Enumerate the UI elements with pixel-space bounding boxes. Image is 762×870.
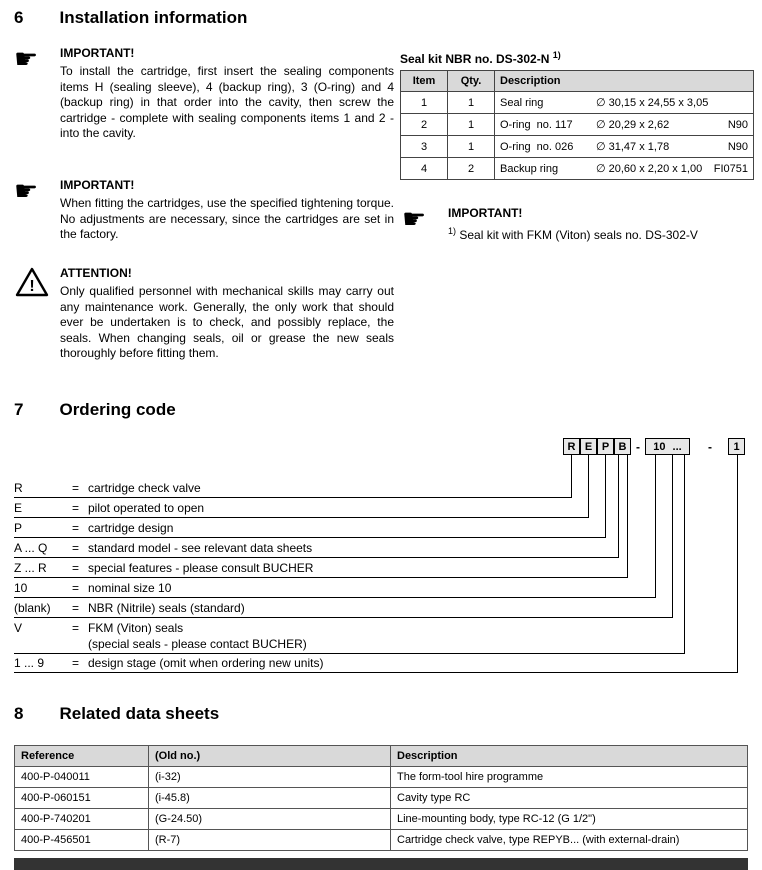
qty-cell: 1	[448, 114, 495, 136]
legend-code: 1 ... 9	[14, 656, 45, 670]
note-heading: ATTENTION!	[60, 266, 132, 280]
legend-desc: pilot operated to open	[88, 501, 205, 515]
note-heading: IMPORTANT!	[448, 206, 523, 220]
part-name: Backup ring	[500, 163, 559, 175]
footnote-marker: 1)	[448, 226, 457, 236]
seal-kit-title	[400, 50, 561, 66]
legend-desc: design stage (omit when ordering new units)	[88, 656, 324, 670]
pointing-hand-icon: ☛	[402, 204, 427, 234]
important-note-3	[402, 206, 748, 242]
legend-code: E	[14, 501, 23, 515]
qty-cell: 1	[448, 92, 495, 114]
col-item: Item	[401, 71, 448, 92]
description-cell: Cartridge check valve, type REPYB... (with external-drain)	[391, 830, 748, 851]
part-code: FI0751	[713, 163, 748, 175]
table-row	[15, 809, 748, 830]
seal-kit-header-row	[401, 71, 754, 92]
code-box-size	[645, 438, 690, 455]
part-dims: ∅ 30,15 x 24,55 x 3,05	[596, 97, 709, 109]
part-name: O-ring no. 117	[500, 119, 573, 131]
code-box-e: E	[580, 438, 597, 455]
note-body: When fitting the cartridges, use the specified tightening torque. No adjustments are necessary, since the cartridges are set in the factory.	[60, 196, 394, 241]
equals-sign: =	[72, 656, 80, 670]
description-cell	[495, 158, 754, 180]
description-cell: The form-tool hire programme	[391, 767, 748, 788]
legend-code: P	[14, 521, 23, 535]
description-cell: Line-mounting body, type RC-12 (G 1/2")	[391, 809, 748, 830]
legend-desc: standard model - see relevant data sheets	[88, 541, 313, 555]
legend-desc: FKM (Viton) seals	[88, 621, 184, 635]
old-no-cell: (i-45.8)	[149, 788, 391, 809]
col-description: Description	[495, 71, 754, 92]
description-cell: Cavity type RC	[391, 788, 748, 809]
legend-row-special	[14, 561, 627, 578]
part-code: N90	[727, 141, 748, 153]
section8-number: 8	[14, 704, 24, 723]
reference-cell: 400-P-456501	[15, 830, 149, 851]
legend-row-r	[14, 481, 571, 498]
equals-sign: =	[72, 521, 80, 535]
section8-heading	[14, 704, 219, 724]
footer-bar	[14, 858, 748, 870]
note-text	[448, 206, 698, 242]
legend-code: 10	[14, 581, 28, 595]
note-body: To install the cartridge, first insert the sealing components items H (sealing sleeve), 4 (backup ring), 3 (O-ring) and 4 (backup ring) in that order into the cavity, then screw the cartridge - complete with sealing components items 1 and 2 - into the cavity.	[60, 64, 394, 140]
note-text	[60, 46, 394, 142]
reference-cell: 400-P-740201	[15, 809, 149, 830]
note-heading: IMPORTANT!	[60, 46, 135, 60]
section6-heading	[14, 8, 247, 28]
code-dash-2: -	[708, 439, 712, 454]
legend-row-p	[14, 521, 605, 538]
equals-sign: =	[72, 561, 80, 575]
old-no-cell: (i-32)	[149, 767, 391, 788]
old-no-cell: (G-24.50)	[149, 809, 391, 830]
legend-desc: nominal size 10	[88, 581, 172, 595]
section7-number: 7	[14, 400, 24, 419]
item-cell: 2	[401, 114, 448, 136]
note-heading: IMPORTANT!	[60, 178, 135, 192]
note-text	[60, 266, 394, 362]
qty-cell: 2	[448, 158, 495, 180]
footnote-line	[448, 226, 698, 242]
qty-cell: 1	[448, 136, 495, 158]
part-dims: ∅ 31,47 x 1,78	[596, 141, 670, 153]
table-row	[15, 830, 748, 851]
seal-dots: ...	[672, 440, 682, 453]
item-cell: 3	[401, 136, 448, 158]
note-text	[60, 178, 394, 243]
table-row	[401, 114, 754, 136]
code-dash-1: -	[636, 439, 640, 454]
col-qty: Qty.	[448, 71, 495, 92]
section7-heading	[14, 400, 176, 420]
legend-code: A ... Q	[14, 541, 48, 555]
section7-title: Ordering code	[59, 400, 176, 419]
seal-kit-title-text: Seal kit NBR no. DS-302-N	[400, 52, 550, 66]
equals-sign: =	[72, 501, 80, 515]
legend-code: (blank)	[14, 601, 51, 615]
section8-title: Related data sheets	[59, 704, 220, 723]
equals-sign: =	[72, 621, 80, 635]
item-cell: 4	[401, 158, 448, 180]
table-row	[401, 92, 754, 114]
part-dims: ∅ 20,29 x 2,62	[596, 119, 670, 131]
legend-desc: special features - please consult BUCHER	[88, 561, 314, 575]
item-cell: 1	[401, 92, 448, 114]
legend-row-design-stage	[14, 656, 737, 673]
important-note-2	[14, 178, 394, 243]
equals-sign: =	[72, 481, 80, 495]
equals-sign: =	[72, 581, 80, 595]
legend-row-nbr-seals	[14, 601, 673, 618]
legend-row-model	[14, 541, 618, 558]
legend-code: V	[14, 621, 23, 635]
equals-sign: =	[72, 601, 80, 615]
warning-triangle-icon	[14, 266, 60, 362]
size-label: 10	[653, 440, 666, 453]
table-row	[15, 767, 748, 788]
part-name: Seal ring	[500, 97, 544, 109]
footnote-text: Seal kit with FKM (Viton) seals no. DS-302-V	[459, 228, 698, 242]
legend-row-e	[14, 501, 588, 518]
important-note-1	[14, 46, 394, 142]
footnote-marker: 1)	[552, 50, 561, 60]
reference-cell: 400-P-040011	[15, 767, 149, 788]
legend-row-fkm-seals	[14, 621, 684, 654]
code-box-p: P	[597, 438, 614, 455]
table-row	[401, 158, 754, 180]
pointing-hand-icon: ☛	[14, 44, 39, 74]
section6-title: Installation information	[59, 8, 248, 27]
legend-desc-line2: (special seals - please contact BUCHER)	[88, 637, 307, 651]
reference-cell: 400-P-060151	[15, 788, 149, 809]
part-name: O-ring no. 026	[500, 141, 574, 153]
part-code: N90	[727, 119, 748, 131]
col-description: Description	[391, 746, 748, 767]
pointing-hand-icon: ☛	[14, 176, 39, 206]
legend-desc: NBR (Nitrile) seals (standard)	[88, 601, 245, 615]
legend-code: Z ... R	[14, 561, 47, 575]
description-cell	[495, 136, 754, 158]
svg-text:!: !	[29, 278, 35, 295]
legend-code: R	[14, 481, 23, 495]
related-header-row	[15, 746, 748, 767]
table-row	[15, 788, 748, 809]
table-row	[401, 136, 754, 158]
seal-kit-table	[400, 70, 754, 180]
note-body: Only qualified personnel with mechanical skills may carry out any maintenance work. Generally, the only work that should ever be undertaken is to check, and possibly replace, the seals. When changing seals, oil or grease the new seals thoroughly before fitting them.	[60, 284, 394, 360]
equals-sign: =	[72, 541, 80, 555]
description-cell	[495, 114, 754, 136]
col-old-no: (Old no.)	[149, 746, 391, 767]
legend-desc: cartridge design	[88, 521, 174, 535]
legend-desc: cartridge check valve	[88, 481, 201, 495]
code-box-r: R	[563, 438, 580, 455]
related-data-sheets-table	[14, 745, 748, 851]
code-box-design: 1	[728, 438, 745, 455]
part-dims: ∅ 20,60 x 2,20 x 1,00	[596, 163, 703, 175]
description-cell	[495, 92, 754, 114]
old-no-cell: (R-7)	[149, 830, 391, 851]
attention-note	[14, 266, 394, 362]
code-box-b: B	[614, 438, 631, 455]
legend-row-size	[14, 581, 655, 598]
section6-number: 6	[14, 8, 24, 27]
col-reference: Reference	[15, 746, 149, 767]
